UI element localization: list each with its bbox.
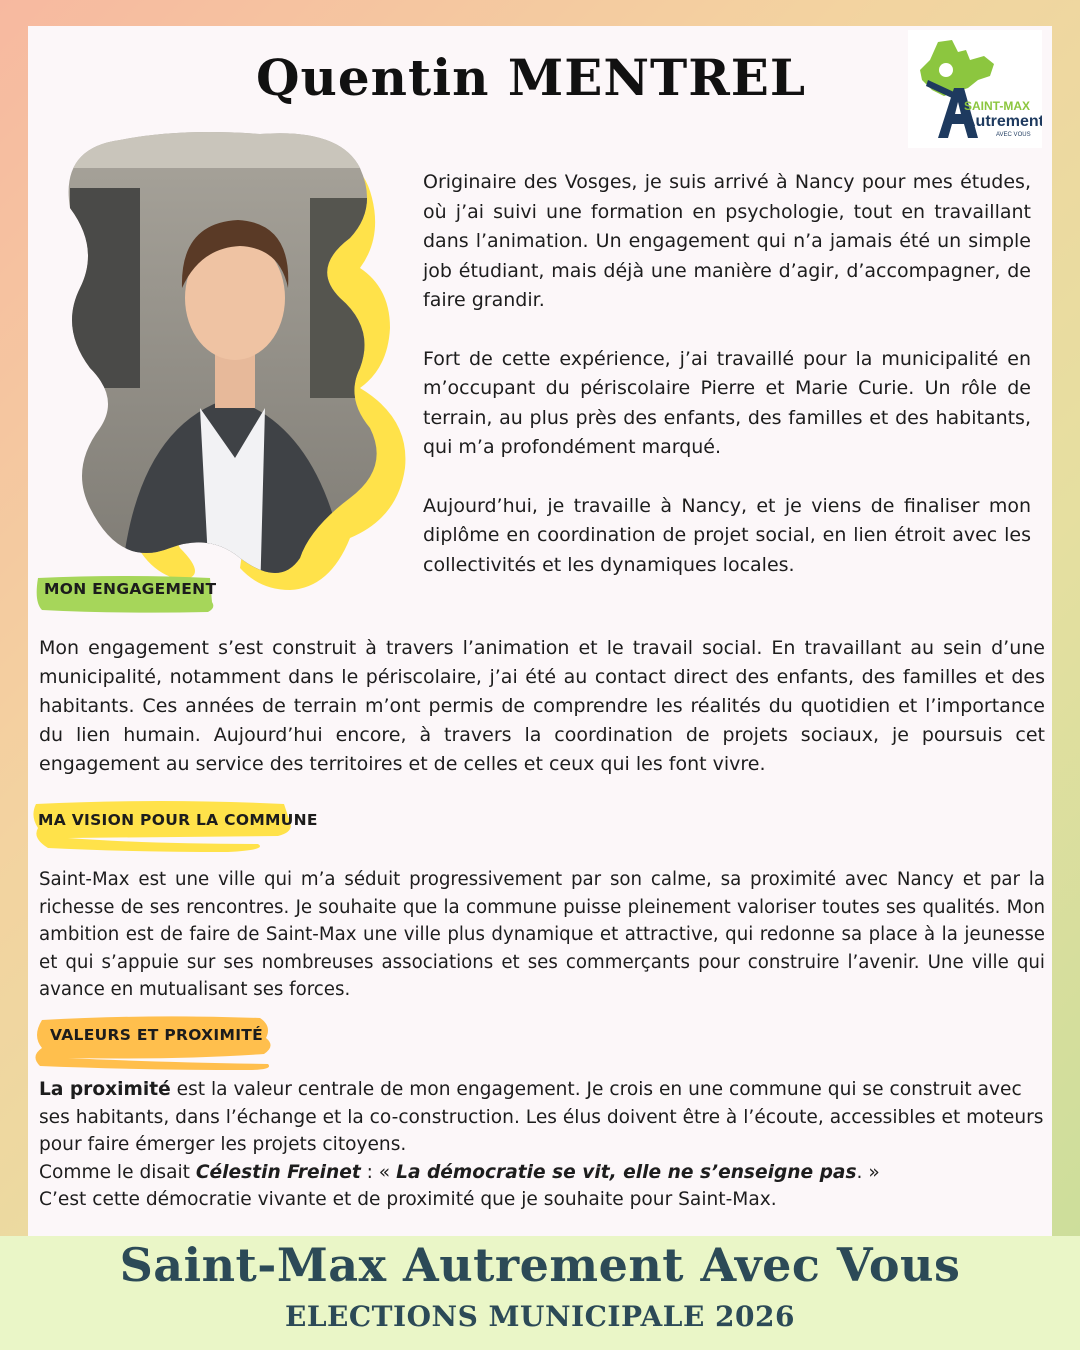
quote-intro: Comme le disait [39, 1161, 196, 1183]
vision-heading: MA VISION POUR LA COMMUNE [38, 811, 318, 829]
valeurs-lead: La proximité [39, 1079, 171, 1100]
vision-paragraph: Saint-Max est une ville qui m’a séduit progressivement par son calme, sa proximité avec Nancy et par la richesse de ses rencontres. Je souhaite que la commune puisse pleinement valoriser toutes ses qualités. Mon ambition est de faire de Saint-Max une ville plus dynamique et attractive, qui redonne sa place à la jeunesse et qui s’appuie sur ses nombreuses associations et ses commerçants pour construire l’avenir. Une ville qui avance en mutualisant ses forces. [39, 869, 1045, 1000]
valeurs-text [39, 1076, 1045, 1214]
engagement-heading: MON ENGAGEMENT [44, 580, 217, 598]
footer-subtitle: ELECTIONS MUNICIPALE 2026 [285, 1300, 795, 1333]
logo-line2: Autrement [964, 113, 1042, 130]
footer-title: Saint-Max Autrement Avec Vous [119, 1238, 961, 1292]
bio-paragraph-1: Originaire des Vosges, je suis arrivé à Nancy pour mes études, où j’ai suivi une formation en psychologie, tout en travaillant dans l’animation. Un engagement qui n’a jamais été un simple job étudiant, mais déjà une manière d’agir, d’accompagner, de faire grandir. [423, 171, 1031, 311]
bio-paragraph-3: Aujourd’hui, je travaille à Nancy, et je viens de finaliser mon diplôme en coordination de projet social, en lien étroit avec les collectivités et les dynamiques locales. [423, 494, 1031, 576]
valeurs-paragraph [39, 1076, 1045, 1159]
valeurs-closing: C’est cette démocratie vivante et de proximité que je souhaite pour Saint-Max. [39, 1189, 777, 1210]
quote-text: La démocratie se vit, elle ne s’enseigne pas [396, 1161, 857, 1183]
valeurs-quote-line [39, 1159, 1045, 1187]
portrait-photo [60, 128, 420, 598]
quote-end: . » [856, 1161, 880, 1183]
portrait-graphic [60, 128, 420, 598]
engagement-paragraph: Mon engagement s’est construit à travers l’animation et le travail social. En travaillant au sein d’une municipalité, notamment dans le périscolaire, j’ai été au contact direct des enfants, des familles et des habitants. Ces années de terrain m’ont permis de comprendre les réalités du quotidien et l’importance du lien humain. Aujourd’hui encore, à travers la coordination de projets sociaux, je poursuis cet engagement au service des territoires et de celles et ceux qui les font vivre. [39, 637, 1045, 775]
party-logo-graphic [908, 30, 1042, 148]
logo-line1: SAINT-MAX [964, 99, 1030, 113]
page-title: Quentin MENTREL [255, 48, 807, 107]
vision-text [39, 866, 1045, 1004]
quote-author: Célestin Freinet [195, 1161, 361, 1183]
party-logo [908, 30, 1042, 148]
logo-figure-head [939, 63, 953, 77]
bio-paragraph-2: Fort de cette expérience, j’ai travaillé pour la municipalité en m’occupant du périscolaire Pierre et Marie Curie. Un rôle de terrain, au plus près des enfants, des familles et des habitants, qui m’a profondément marqué. [423, 347, 1031, 458]
valeurs-body: est la valeur centrale de mon engagement. Je crois en une commune qui se construit avec ses habitants, dans l’échange et la co-construction. Les élus doivent être à l’écoute, accessibles et moteurs pour faire émerger les projets citoyens. [39, 1079, 1044, 1155]
quote-separator: : « [360, 1161, 397, 1183]
valeurs-heading: VALEURS ET PROXIMITÉ [50, 1026, 264, 1044]
logo-line3: AVEC VOUS [996, 132, 1031, 138]
bio-text [423, 168, 1031, 609]
engagement-text [39, 634, 1045, 779]
